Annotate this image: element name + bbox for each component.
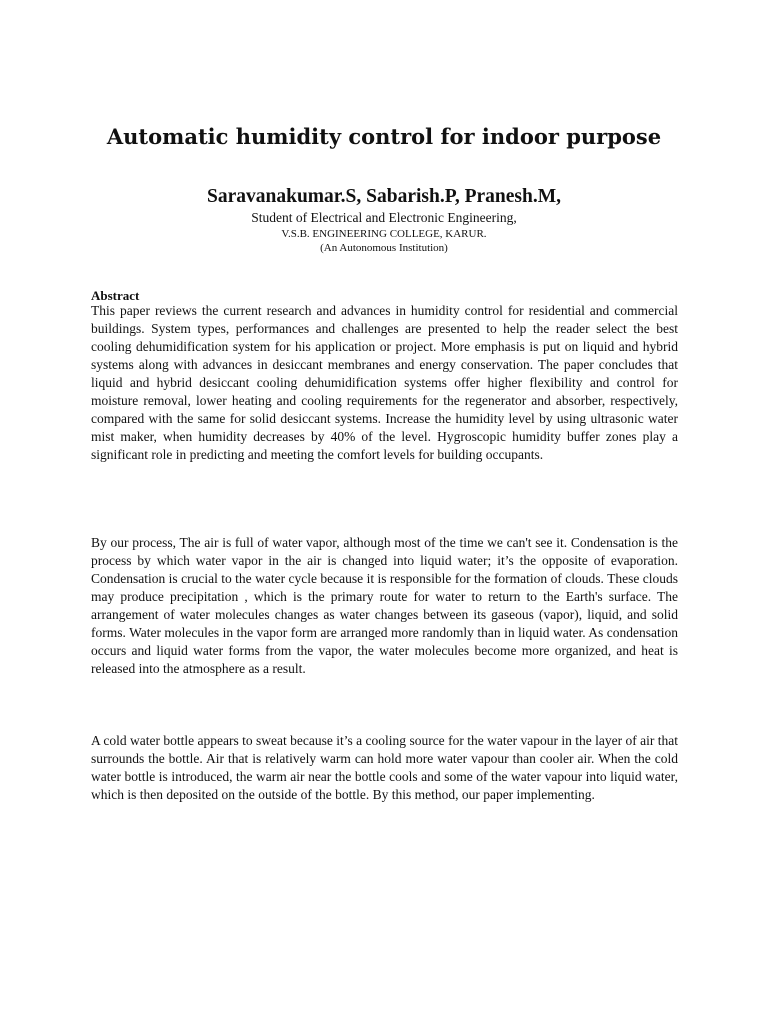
author-department: Student of Electrical and Electronic Engineering, <box>251 210 517 225</box>
abstract-heading: Abstract <box>91 288 140 303</box>
bottle-paragraph: A cold water bottle appears to sweat because it’s a cooling source for the water vapour in the layer of air that surrounds the bottle. Air that is relatively warm can hold more water vapour than cooler air. When the cold water bottle is introduced, the warm air near the bottle cools and some of the water vapour into liquid water, which is then deposited on the outside of the bottle. By this method, our paper implementing. <box>91 733 678 802</box>
author-college: V.S.B. ENGINEERING COLLEGE, KARUR. <box>281 228 487 240</box>
paper-title: Automatic humidity control for indoor purpose <box>106 124 662 149</box>
author-list: Saravanakumar.S, Sabarish.P, Pranesh.M, <box>207 186 561 207</box>
institution-note: (An Autonomous Institution) <box>320 242 448 254</box>
abstract-paragraph: This paper reviews the current research and advances in humidity control for residential and commercial buildings. System types, performances and challenges are presented to help the reader select the best cooling dehumidification system for his application or project. More emphasis is put on liquid and hybrid systems along with advances in desiccant membranes and energy conservation. The paper concludes that liquid and hybrid desiccant cooling dehumidification systems offer higher flexibility and control for moisture removal, lower heating and cooling requirements for the regenerator and absorber, respectively, compared with the same for solid desiccant systems. Increase the humidity level by using ultrasonic water mist maker, when humidity decreases by 40% of the level. Hygroscopic humidity buffer zones play a significant role in predicting and meeting the comfort levels for building occupants. <box>91 303 678 462</box>
process-paragraph: By our process, The air is full of water vapor, although most of the time we can't see it. Condensation is the process by which water vapor in the air is changed into liquid water; it’s the opposite of evaporation. Condensation is crucial to the water cycle because it is responsible for the formation of clouds. These clouds may produce precipitation , which is the primary route for water to return to the Earth's surface. The arrangement of water molecules changes as water changes between its gaseous (vapor), liquid, and solid forms. Water molecules in the vapor form are arranged more randomly than in liquid water. As condensation occurs and liquid water forms from the vapor, the water molecules become more organized, and heat is released into the atmosphere as a result. <box>91 535 678 676</box>
